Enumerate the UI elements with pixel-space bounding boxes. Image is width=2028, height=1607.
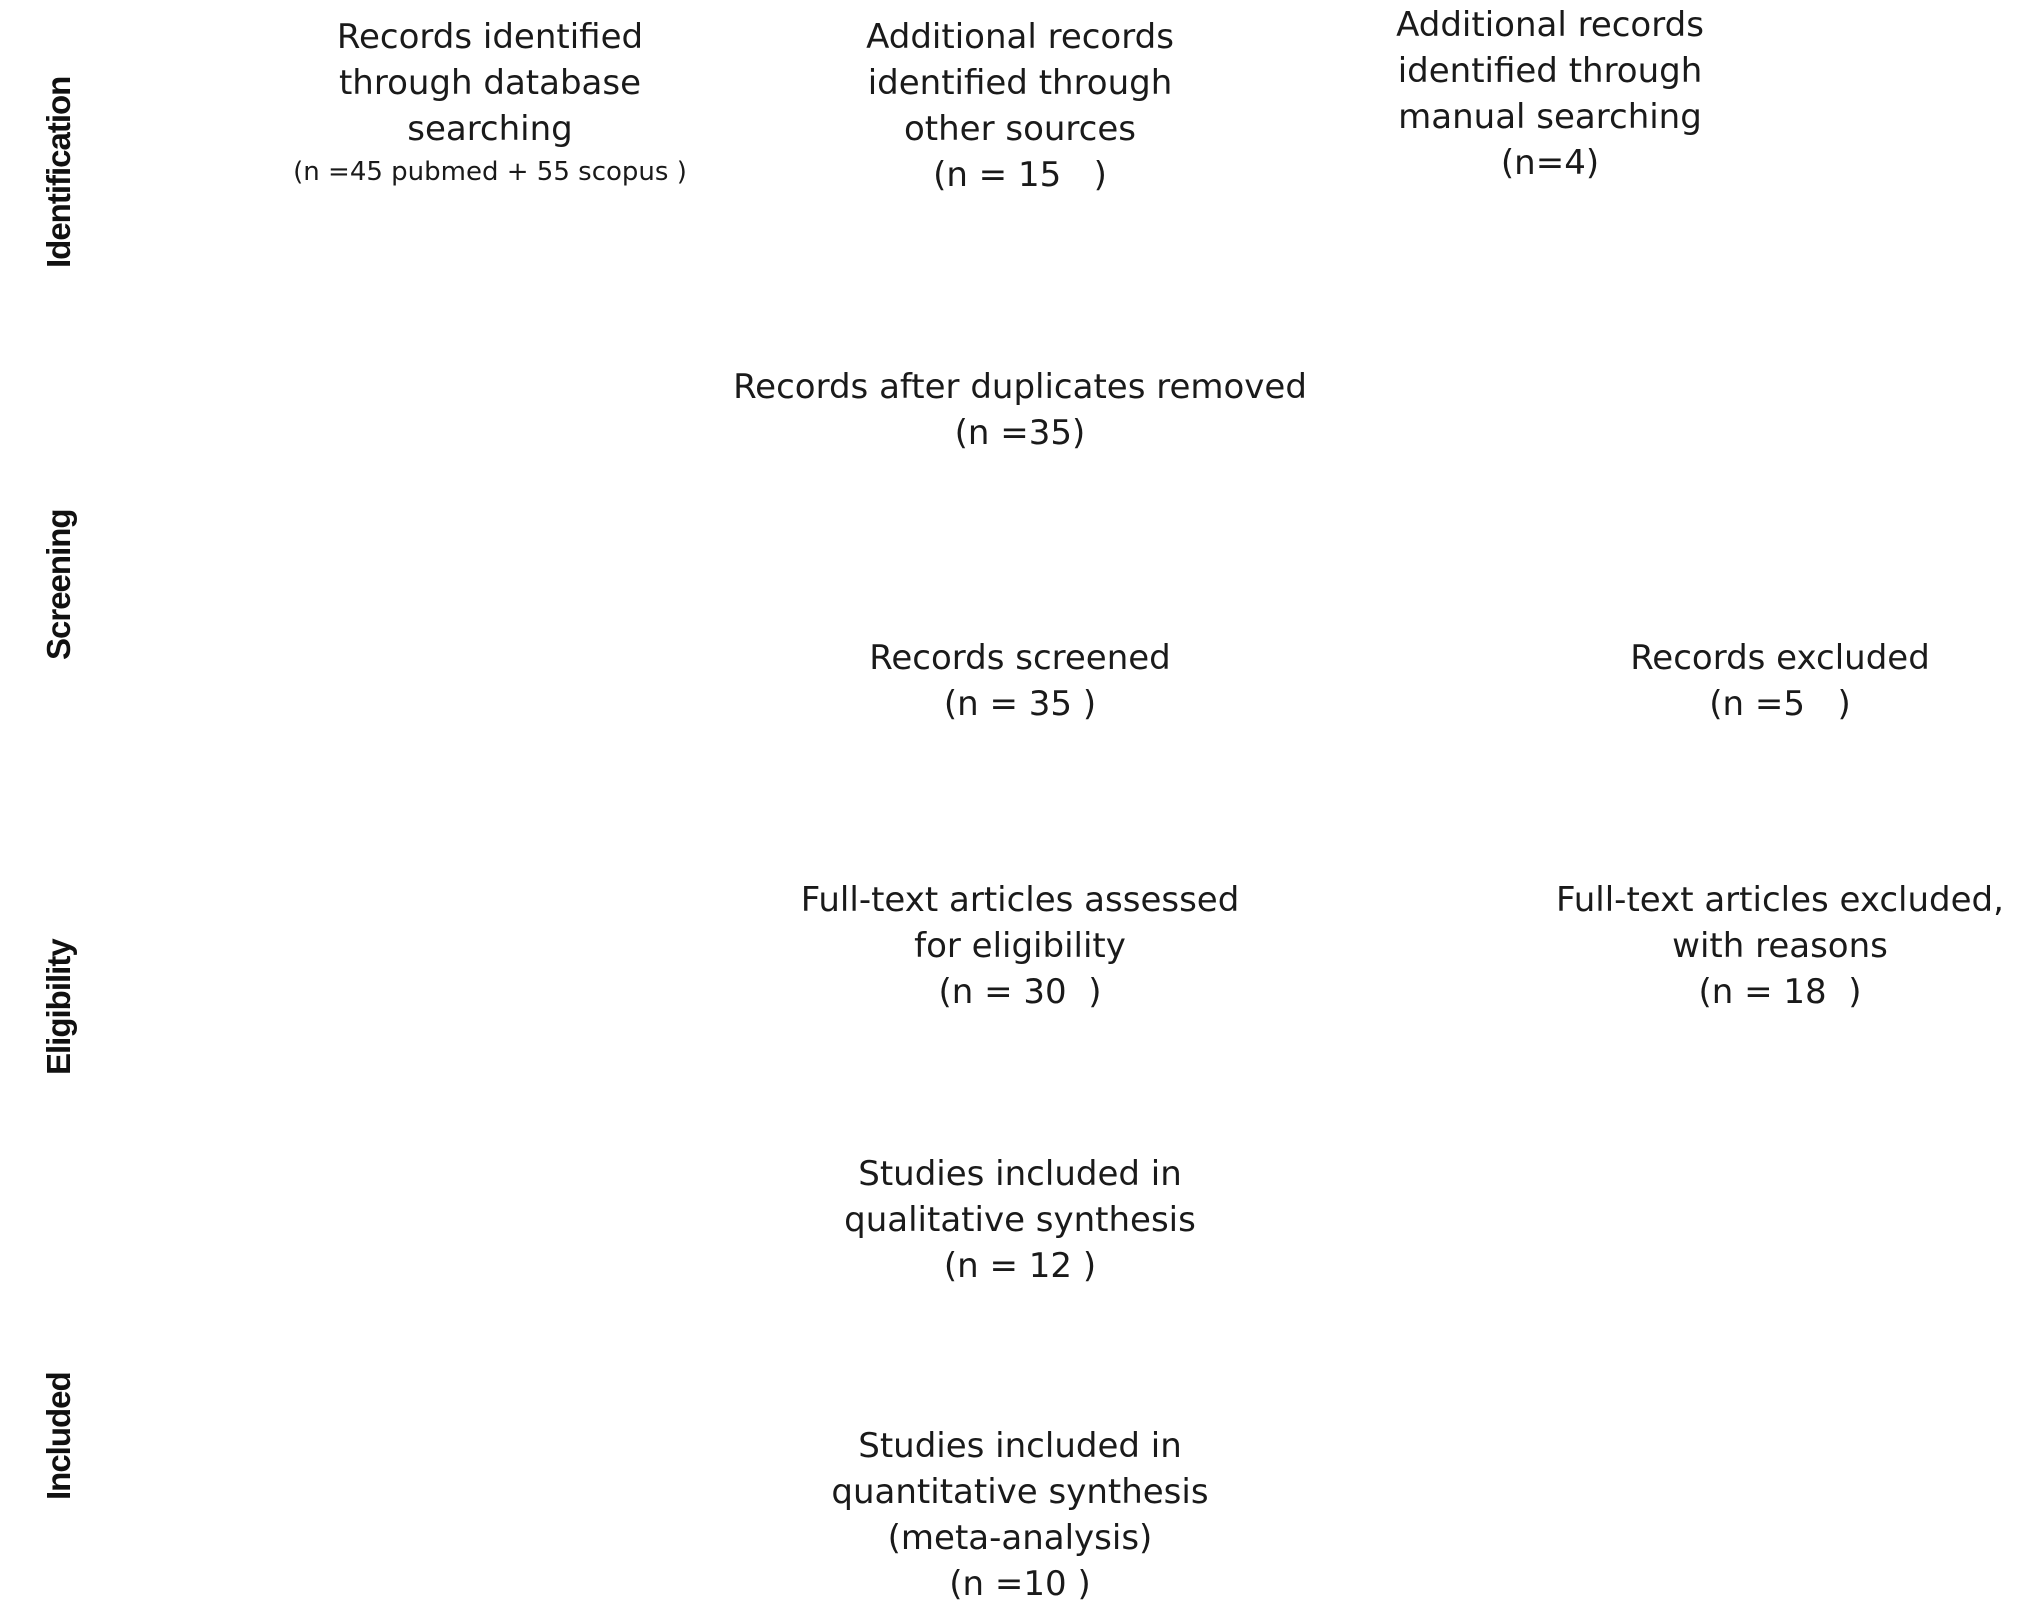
box-line: identified through xyxy=(1397,51,1703,91)
stage-label-eligibility: Eligibility xyxy=(40,939,77,1075)
box-count: (n = 12 ) xyxy=(943,1246,1097,1286)
box-database-search xyxy=(240,14,740,192)
box-line: through database xyxy=(338,63,642,103)
box-line: Records excluded xyxy=(1630,638,1930,678)
box-count: (n =45 pubmed + 55 scopus ) xyxy=(293,157,687,187)
box-count: (n=4) xyxy=(1500,143,1600,183)
box-after-duplicates xyxy=(700,364,1340,456)
box-records-excluded xyxy=(1580,635,1980,727)
box-line: quantitative synthesis xyxy=(831,1472,1209,1512)
stage-label-included: Included xyxy=(40,1372,77,1500)
box-line: Additional records xyxy=(1396,5,1704,45)
box-line: Studies included in xyxy=(858,1154,1182,1194)
box-line: identified through xyxy=(867,63,1173,103)
box-manual-search xyxy=(1350,2,1750,186)
box-count: (n =5 ) xyxy=(1709,684,1851,724)
box-line: for eligibility xyxy=(914,926,1126,966)
stage-label-identification: Identification xyxy=(40,76,77,268)
box-line: qualitative synthesis xyxy=(844,1200,1196,1240)
box-records-screened xyxy=(820,635,1220,727)
box-line: with reasons xyxy=(1672,926,1888,966)
box-count: (n = 15 ) xyxy=(933,155,1107,195)
box-qualitative-synthesis xyxy=(820,1151,1220,1289)
box-fulltext-assessed xyxy=(770,877,1270,1015)
box-count: (n = 30 ) xyxy=(938,972,1102,1012)
box-line: Additional records xyxy=(866,17,1174,57)
box-other-sources xyxy=(820,14,1220,198)
stage-label-screening: Screening xyxy=(40,509,77,660)
box-line: Studies included in xyxy=(858,1426,1182,1466)
box-line: Records after duplicates removed xyxy=(733,367,1307,407)
box-line: Records screened xyxy=(869,638,1171,678)
box-line: manual searching xyxy=(1398,97,1702,137)
box-fulltext-excluded xyxy=(1530,877,2028,1015)
box-count: (n = 35 ) xyxy=(943,684,1097,724)
box-line: other sources xyxy=(903,109,1136,149)
box-line: searching xyxy=(407,109,573,149)
box-quantitative-synthesis xyxy=(800,1423,1240,1607)
box-line: Full-text articles assessed xyxy=(800,880,1240,920)
box-line: Records identified xyxy=(336,17,644,57)
box-line: Full-text articles excluded, xyxy=(1556,880,2004,920)
box-count: (n =10 ) xyxy=(949,1564,1091,1604)
box-count: (n = 18 ) xyxy=(1698,972,1862,1012)
box-line: (meta-analysis) xyxy=(887,1518,1153,1558)
box-count: (n =35) xyxy=(954,413,1086,453)
